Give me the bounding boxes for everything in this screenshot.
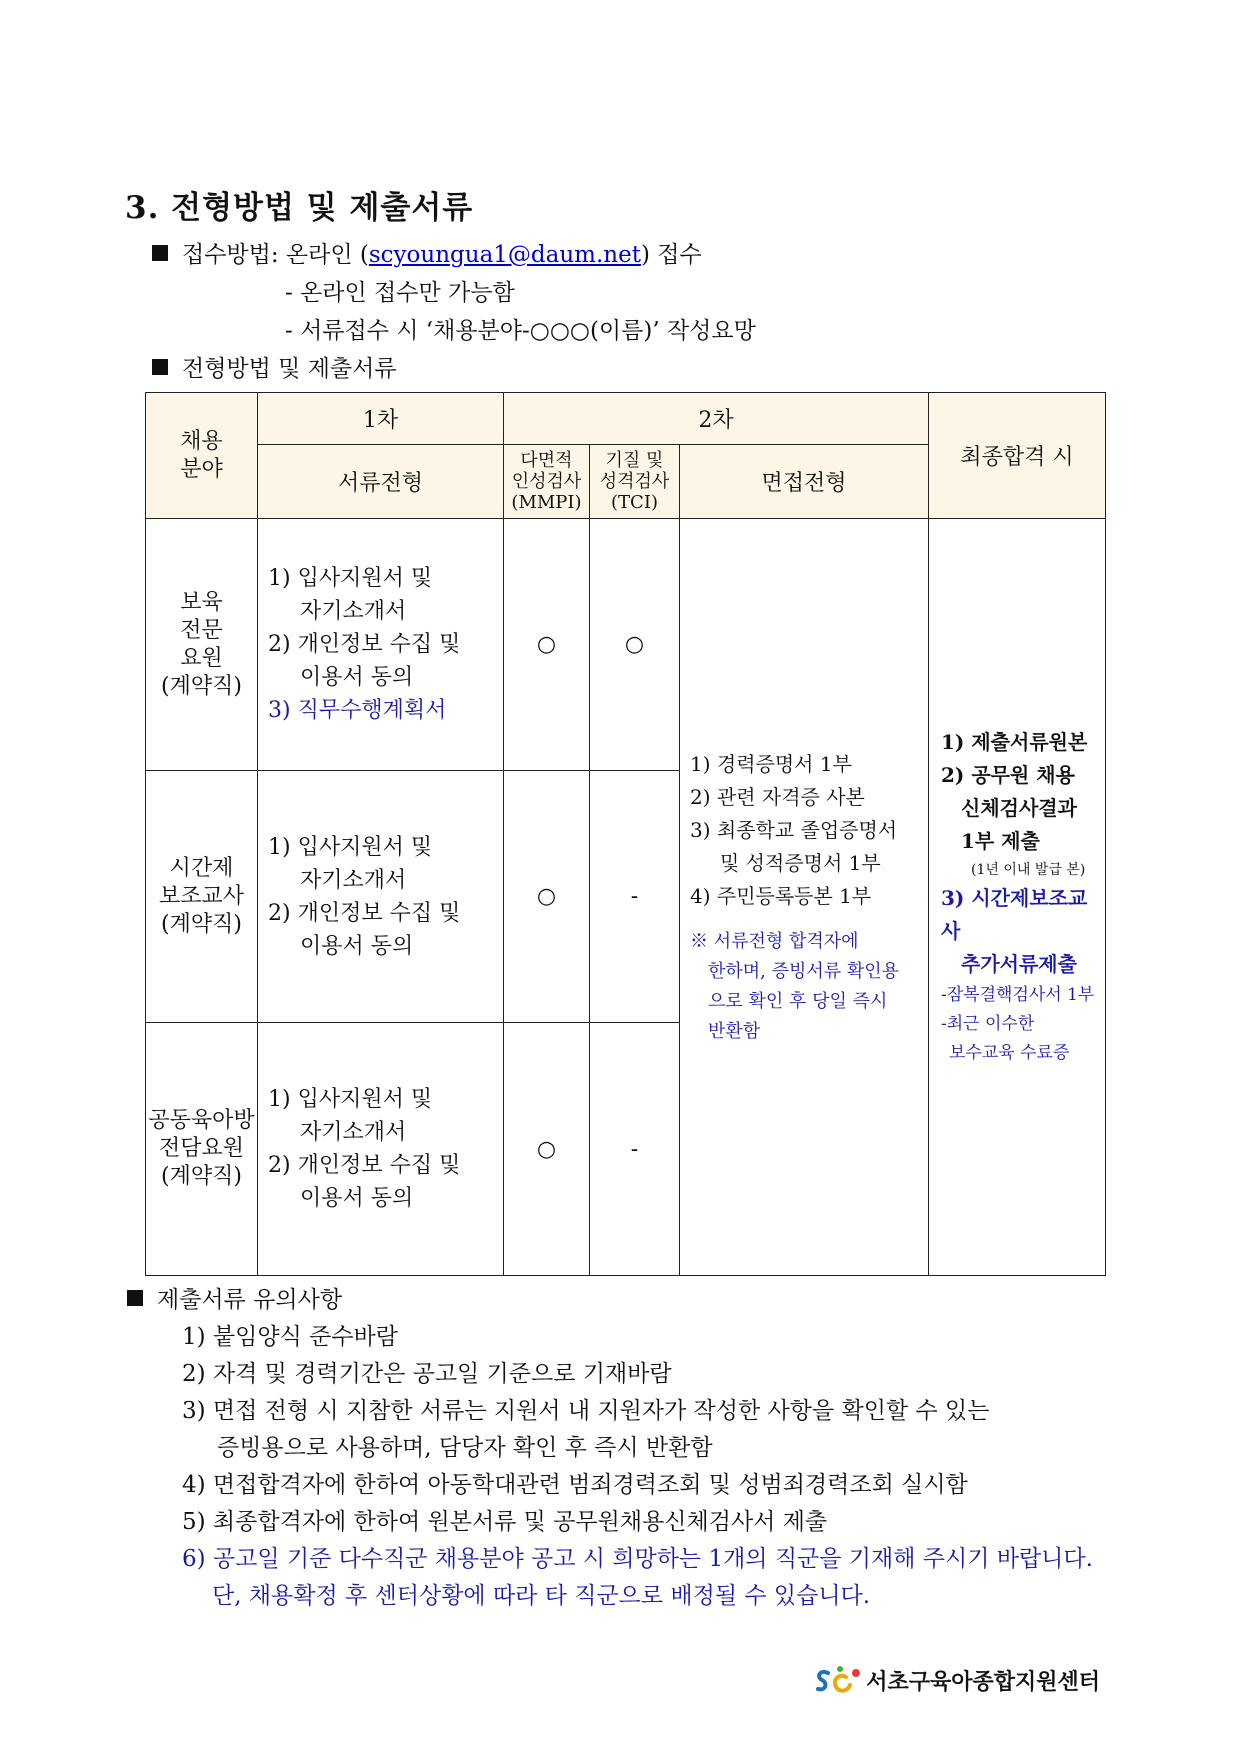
interview-doc-line: 및 성적증명서 1부 [720, 850, 881, 875]
method-heading [152, 350, 397, 383]
row-docs [258, 519, 504, 771]
doc-line: 이용서 동의 [300, 665, 414, 690]
header-mmpi [504, 445, 590, 519]
row-tci: - [590, 1023, 680, 1276]
doc-line: 자기소개서 [300, 1120, 407, 1145]
section-title: 3. 전형방법 및 제출서류 [125, 190, 474, 226]
interview-doc-line: 4) 주민등록등본 1부 [690, 883, 872, 908]
doc-line: 1) 입사지원서 및 [268, 1087, 433, 1112]
doc-line: 2) 개인정보 수집 및 [268, 900, 461, 926]
field-line: (계약직) [161, 911, 242, 937]
final-doc-line: 2) 공무원 채용 [941, 763, 1075, 787]
row-tci: - [590, 771, 680, 1023]
field-line: 시간제 [169, 855, 234, 881]
doc-line: 1) 입사지원서 및 [268, 566, 433, 591]
notes-heading-text: 제출서류 유의사항 [157, 1287, 343, 1313]
note-item: 1) 붙임양식 준수바람 [182, 1324, 398, 1350]
field-line: 보육 [180, 589, 223, 615]
row-field [146, 1023, 258, 1276]
field-line: (계약직) [161, 1164, 242, 1189]
receipt-label: 접수방법: 온라인 ( [182, 242, 369, 268]
field-line: 요원 [180, 645, 223, 671]
row-mmpi: ○ [504, 771, 590, 1023]
tci-line: 기질 및 [605, 450, 664, 471]
mmpi-line: (MMPI) [511, 492, 582, 513]
row-field [146, 771, 258, 1023]
receipt-note: - 온라인 접수만 가능함 [285, 280, 515, 306]
note-item: 2) 자격 및 경력기간은 공고일 기준으로 기재바람 [182, 1361, 672, 1387]
field-line: 공동육아방 [148, 1108, 255, 1133]
interview-docs [680, 519, 929, 1276]
field-line: 보조교사 [158, 883, 244, 909]
notes-heading [127, 1281, 342, 1314]
note-item: 4) 면접합격자에 한하여 아동학대관련 범죄경력조회 및 성범죄경력조회 실시함 [182, 1472, 968, 1498]
doc-line: 자기소개서 [300, 599, 407, 624]
row-docs [258, 1023, 504, 1276]
doc-line-extra: 3) 직무수행계획서 [268, 698, 447, 723]
row-field [146, 519, 258, 771]
interview-note-line: ※ 서류전형 합격자에 [690, 930, 859, 952]
final-extra-line: 추가서류제출 [961, 952, 1077, 976]
header-field-line: 분야 [180, 456, 223, 482]
note-item: 3) 면접 전형 시 지참한 서류는 지원서 내 지원자가 작성한 사항을 확인할 수 있는 [182, 1398, 990, 1424]
tci-line: 성격검사 [599, 471, 670, 492]
interview-doc-line: 1) 경력증명서 1부 [690, 751, 852, 776]
interview-doc-line: 3) 최종학교 졸업증명서 [690, 817, 898, 842]
field-line: (계약직) [161, 673, 242, 699]
mmpi-line: 다면적 [520, 450, 573, 471]
square-bullet-icon [152, 359, 168, 375]
final-doc-line: 1부 제출 [961, 829, 1040, 853]
header-interview: 면접전형 [680, 445, 929, 519]
final-extra-item: -최근 이수한 [941, 1014, 1035, 1034]
final-docs [929, 519, 1106, 1276]
square-bullet-icon [152, 245, 168, 261]
header-field [146, 393, 258, 519]
doc-line: 2) 개인정보 수집 및 [268, 632, 461, 657]
doc-line: 2) 개인정보 수집 및 [268, 1153, 461, 1178]
header-round1: 1차 [258, 393, 504, 445]
center-logo-icon [814, 1663, 864, 1697]
doc-line: 1) 입사지원서 및 [268, 834, 433, 860]
doc-line: 자기소개서 [300, 867, 407, 893]
final-doc-line: 1) 제출서류원본 [941, 730, 1088, 754]
method-heading-text: 전형방법 및 제출서류 [182, 356, 397, 382]
mmpi-line: 인성검사 [511, 471, 582, 492]
receipt-method [152, 236, 702, 269]
note-item: 증빙용으로 사용하며, 담당자 확인 후 즉시 반환함 [217, 1435, 713, 1461]
interview-note-line: 으로 확인 후 당일 즉시 [708, 990, 888, 1012]
row-tci: ○ [590, 519, 680, 771]
note-item: 단, 채용확정 후 센터상황에 따라 타 직군으로 배정될 수 있습니다. [212, 1583, 871, 1609]
email-link[interactable]: scyoungua1@daum.net [368, 242, 641, 268]
selection-table [145, 392, 1106, 1276]
footer-org-name: 서초구육아종합지원센터 [866, 1668, 1100, 1695]
final-doc-line: 신체검사결과 [961, 796, 1077, 820]
row-mmpi: ○ [504, 519, 590, 771]
note-item: 6) 공고일 기준 다수직군 채용분야 공고 시 희망하는 1개의 직군을 기재해 주시기 바랍니다. [182, 1546, 1093, 1572]
final-extra-item: -잠복결핵검사서 1부 [941, 985, 1095, 1005]
header-round2: 2차 [504, 393, 929, 445]
header-final: 최종합격 시 [929, 393, 1106, 519]
interview-note [690, 927, 922, 1047]
square-bullet-icon [127, 1290, 143, 1306]
receipt-label-end: ) 접수 [640, 242, 702, 268]
final-note: (1년 이내 발급 본) [971, 862, 1086, 878]
header-field-line: 채용 [180, 428, 223, 454]
note-item: 5) 최종합격자에 한하여 원본서류 및 공무원채용신체검사서 제출 [182, 1509, 828, 1535]
doc-line: 이용서 동의 [300, 1186, 414, 1211]
receipt-note: - 서류접수 시 ‘채용분야-○○○(이름)’ 작성요망 [285, 318, 756, 344]
doc-line: 이용서 동의 [300, 933, 414, 959]
header-doc-screen: 서류전형 [258, 445, 504, 519]
footer-logo [814, 1663, 1100, 1697]
row-docs [258, 771, 504, 1023]
field-line: 전담요원 [158, 1136, 244, 1161]
interview-note-line: 한하며, 증빙서류 확인용 [708, 960, 900, 982]
header-tci [590, 445, 680, 519]
interview-note-line: 반환함 [708, 1020, 761, 1042]
final-extra-line: 3) 시간제보조교사 [941, 886, 1088, 943]
row-mmpi: ○ [504, 1023, 590, 1276]
interview-doc-line: 2) 관련 자격증 사본 [690, 784, 865, 809]
field-line: 전문 [180, 617, 223, 643]
final-extra-item: 보수교육 수료증 [949, 1043, 1070, 1063]
tci-line: (TCI) [611, 492, 658, 513]
